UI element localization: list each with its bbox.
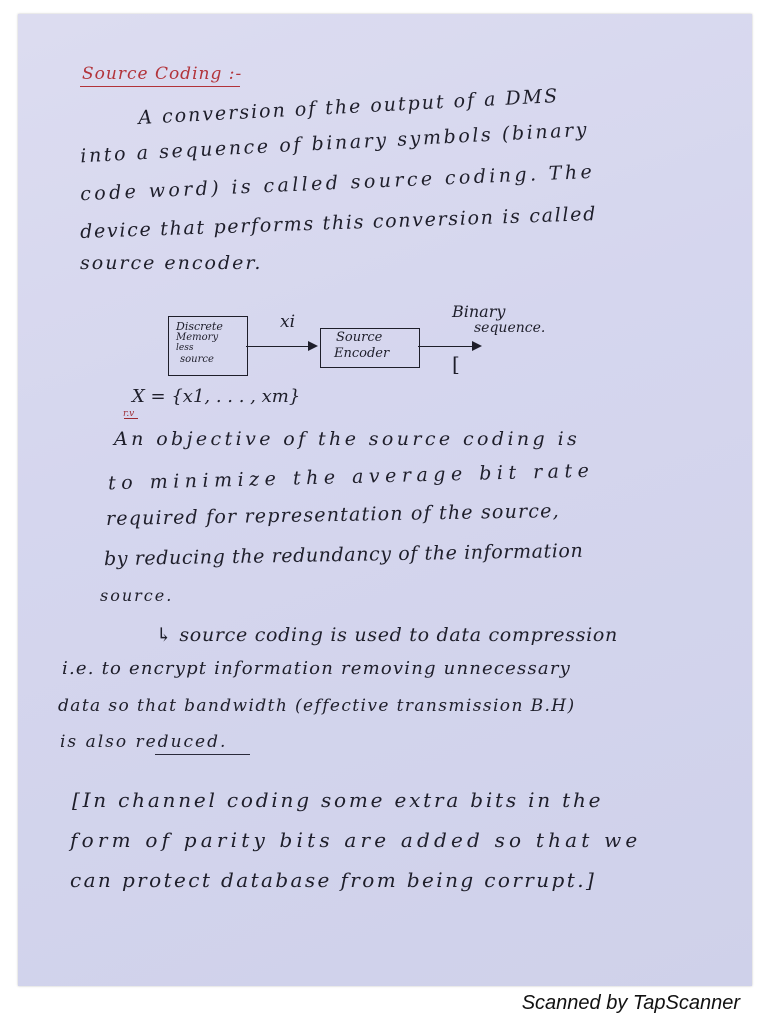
para3-line-2: i.e. to encrypt information removing unnecessary <box>62 658 572 679</box>
para2-line-2: to minimize the average bit rate <box>107 459 595 495</box>
set-definition: X = {x1, . . . , xm} <box>132 386 301 407</box>
para3-line-1: ↳ source coding is used to data compression <box>156 624 618 646</box>
para3-line-4: is also reduced. <box>60 732 228 752</box>
dms-label-1: Discrete <box>176 320 223 333</box>
scanner-watermark: Scanned by TapScanner <box>521 992 740 1014</box>
para1-line-4: device that performs this conversion is called <box>79 202 598 244</box>
para1-line-2: into a sequence of binary symbols (binary <box>79 118 590 168</box>
reduced-underline <box>155 754 250 755</box>
title-underline <box>80 86 240 87</box>
arrow-dms-to-encoder <box>246 346 310 347</box>
para3-line-3: data so that bandwidth (effective transmission B.H) <box>58 696 576 716</box>
arrowhead-1 <box>308 341 318 351</box>
set-annotation-underline <box>124 418 138 419</box>
para1-line-5: source encoder. <box>80 252 263 274</box>
dms-label-3: less <box>176 343 194 353</box>
para2-line-1: An objective of the source coding is <box>114 428 581 450</box>
arrow-encoder-output <box>418 346 474 347</box>
para2-line-5: source. <box>100 586 174 605</box>
encoder-label-1: Source <box>336 330 383 345</box>
page-title: Source Coding :- <box>82 64 243 84</box>
para4-line-3: can protect database from being corrupt.] <box>70 868 597 892</box>
signal-label: xi <box>280 312 296 332</box>
para4-line-1: [In channel coding some extra bits in the <box>72 788 604 812</box>
para2-line-4: by reducing the redundancy of the information <box>103 539 584 571</box>
dms-label-2: Memory <box>176 332 219 343</box>
output-label-1: Binary <box>452 302 506 321</box>
encoder-label-2: Encoder <box>334 346 390 361</box>
bracket-mark: [ <box>452 352 460 376</box>
set-annotation: r.v <box>123 409 135 419</box>
para2-line-3: required for representation of the source, <box>105 500 561 530</box>
para4-line-2: form of parity bits are added so that we <box>70 828 642 852</box>
output-label-2: sequence. <box>474 320 546 336</box>
para1-line-1: A conversion of the output of a DMS <box>137 84 560 130</box>
arrowhead-2 <box>472 341 482 351</box>
para1-line-3: code word) is called source coding. The <box>79 160 596 206</box>
dms-label-4: source <box>180 354 214 365</box>
